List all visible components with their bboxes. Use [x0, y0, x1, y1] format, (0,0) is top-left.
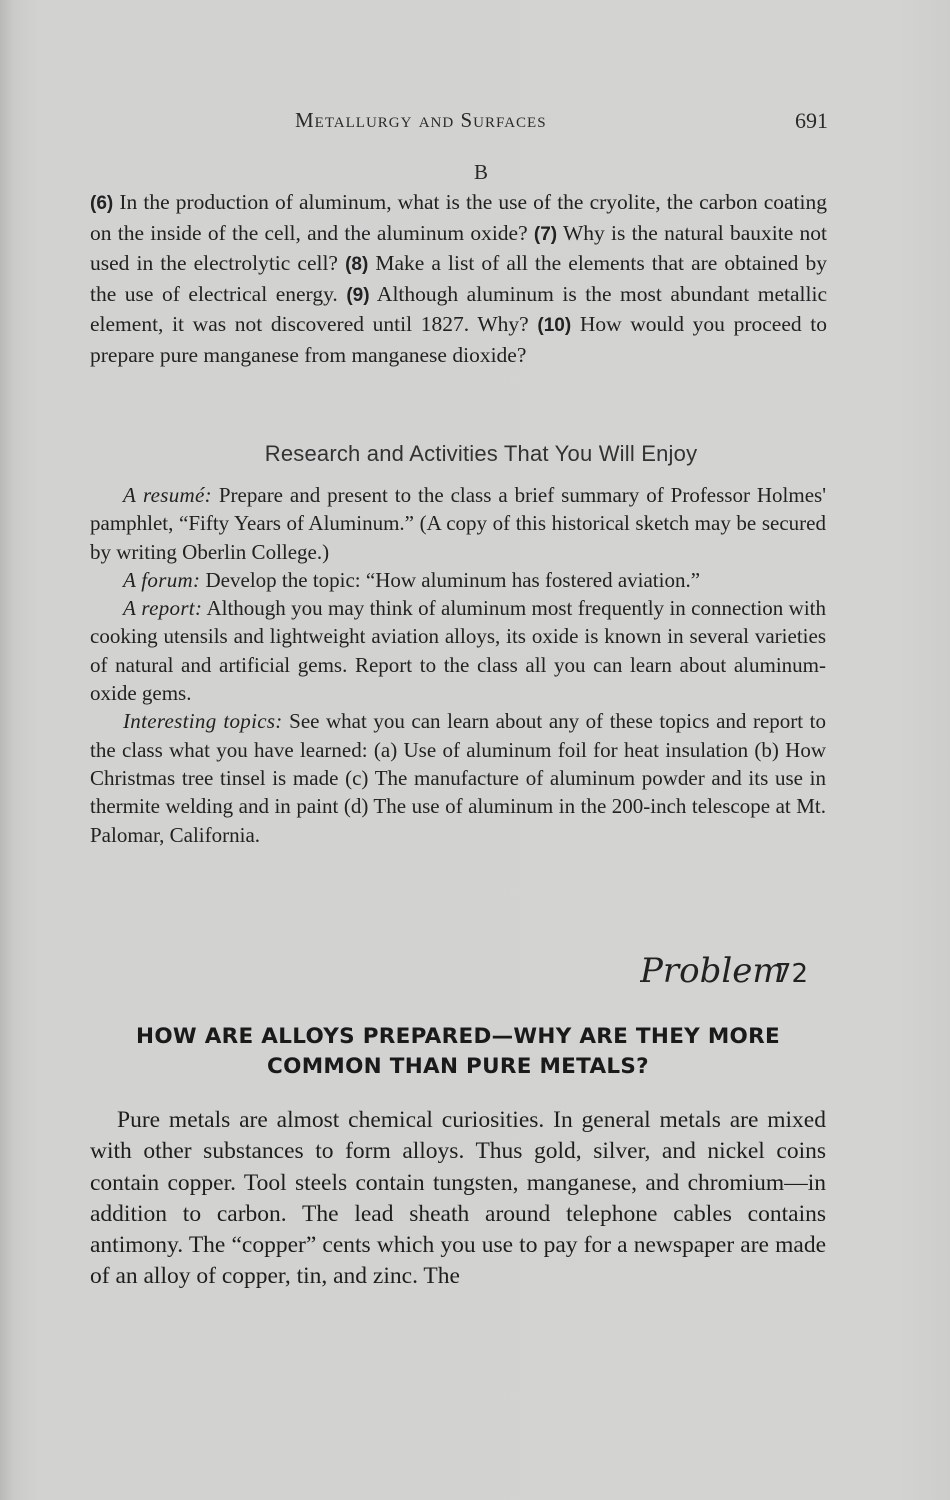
problem-number: 72 [775, 959, 809, 989]
question-text: Although aluminum is the most abundant metallic element, it was not discovered until 1827. Why? [90, 281, 827, 337]
page-number: 691 [795, 108, 828, 133]
activity-item [90, 481, 826, 566]
activity-item [90, 566, 826, 594]
question-text: In the production of aluminum, what is the use of the cryolite, the carbon coating on the inside of the cell, and the aluminum oxide? [90, 190, 827, 245]
header-title: Metallurgy and Surfaces [295, 108, 547, 132]
problem-script-lettering [640, 942, 830, 1002]
question-number: (10) [537, 315, 572, 337]
question-number: (8) [345, 254, 369, 276]
question-block [90, 188, 827, 370]
activity-label: A forum: [123, 567, 201, 592]
question-number: (7) [533, 223, 558, 245]
problem-heading: HOW ARE ALLOYS PREPARED—WHY ARE THEY MORE COMMON THAN PURE METALS? [136, 1024, 780, 1079]
activities-list [90, 481, 826, 849]
activity-item [90, 594, 826, 707]
activity-text: See what you can learn about any of these topics and report to the class what you have learned: (a) Use of aluminum foil for heat insulation (b) How Christmas tree tinsel is made (c) The manufacture of aluminum powder and its use in thermite welding and in paint (d) The use of aluminum in the 200-inch telescope at Mt. Palomar, California. [90, 709, 826, 847]
body-paragraph: Pure metals are almost chemical curiosities. In general metals are mixed with other substances to form alloys. Thus gold, silver, and nickel coins contain copper. Tool steels contain tungsten, manganese, and chromium—in addition to carbon. The lead sheath around telephone cables contains antimony. The “copper” cents which you use to pay for a newspaper are made of an alloy of copper, tin, and zinc. The [90, 1107, 826, 1290]
question-text: Why is the natural bauxite not used in the electrolytic cell? [90, 220, 827, 276]
question-text: Make a list of all the elements that are obtained by the use of electrical energy. [90, 251, 828, 306]
problem-word: Problem [640, 951, 785, 991]
activity-text: Although you may think of aluminum most frequently in connection with cooking utensils and lightweight aviation alloys, its oxide is known in several varieties of natural and artificial gems. Report to the class all you can learn about aluminum-oxide gems. [90, 596, 826, 706]
question-number: (6) [90, 193, 114, 214]
activity-label: Interesting topics: [123, 709, 283, 734]
research-section-title: Research and Activities That You Will Enjoy [264, 441, 698, 466]
question-number: (9) [346, 284, 370, 306]
question-text: How would you proceed to prepare pure manganese from manganese dioxide? [90, 312, 827, 367]
problem-label [640, 942, 830, 1002]
activity-label: A report: [123, 596, 203, 621]
activity-label: A resumé: [123, 483, 212, 507]
activity-item [90, 707, 826, 848]
activity-text: Develop the topic: “How aluminum has fostered aviation.” [200, 567, 701, 592]
activity-text: Prepare and present to the class a brief summary of Professor Holmes' pamphlet, “Fifty Years of Aluminum.” (A copy of this historical sketch may be secured by writing Oberlin College.) [90, 483, 827, 564]
body-text [90, 1105, 826, 1293]
section-letter: B [473, 160, 488, 184]
